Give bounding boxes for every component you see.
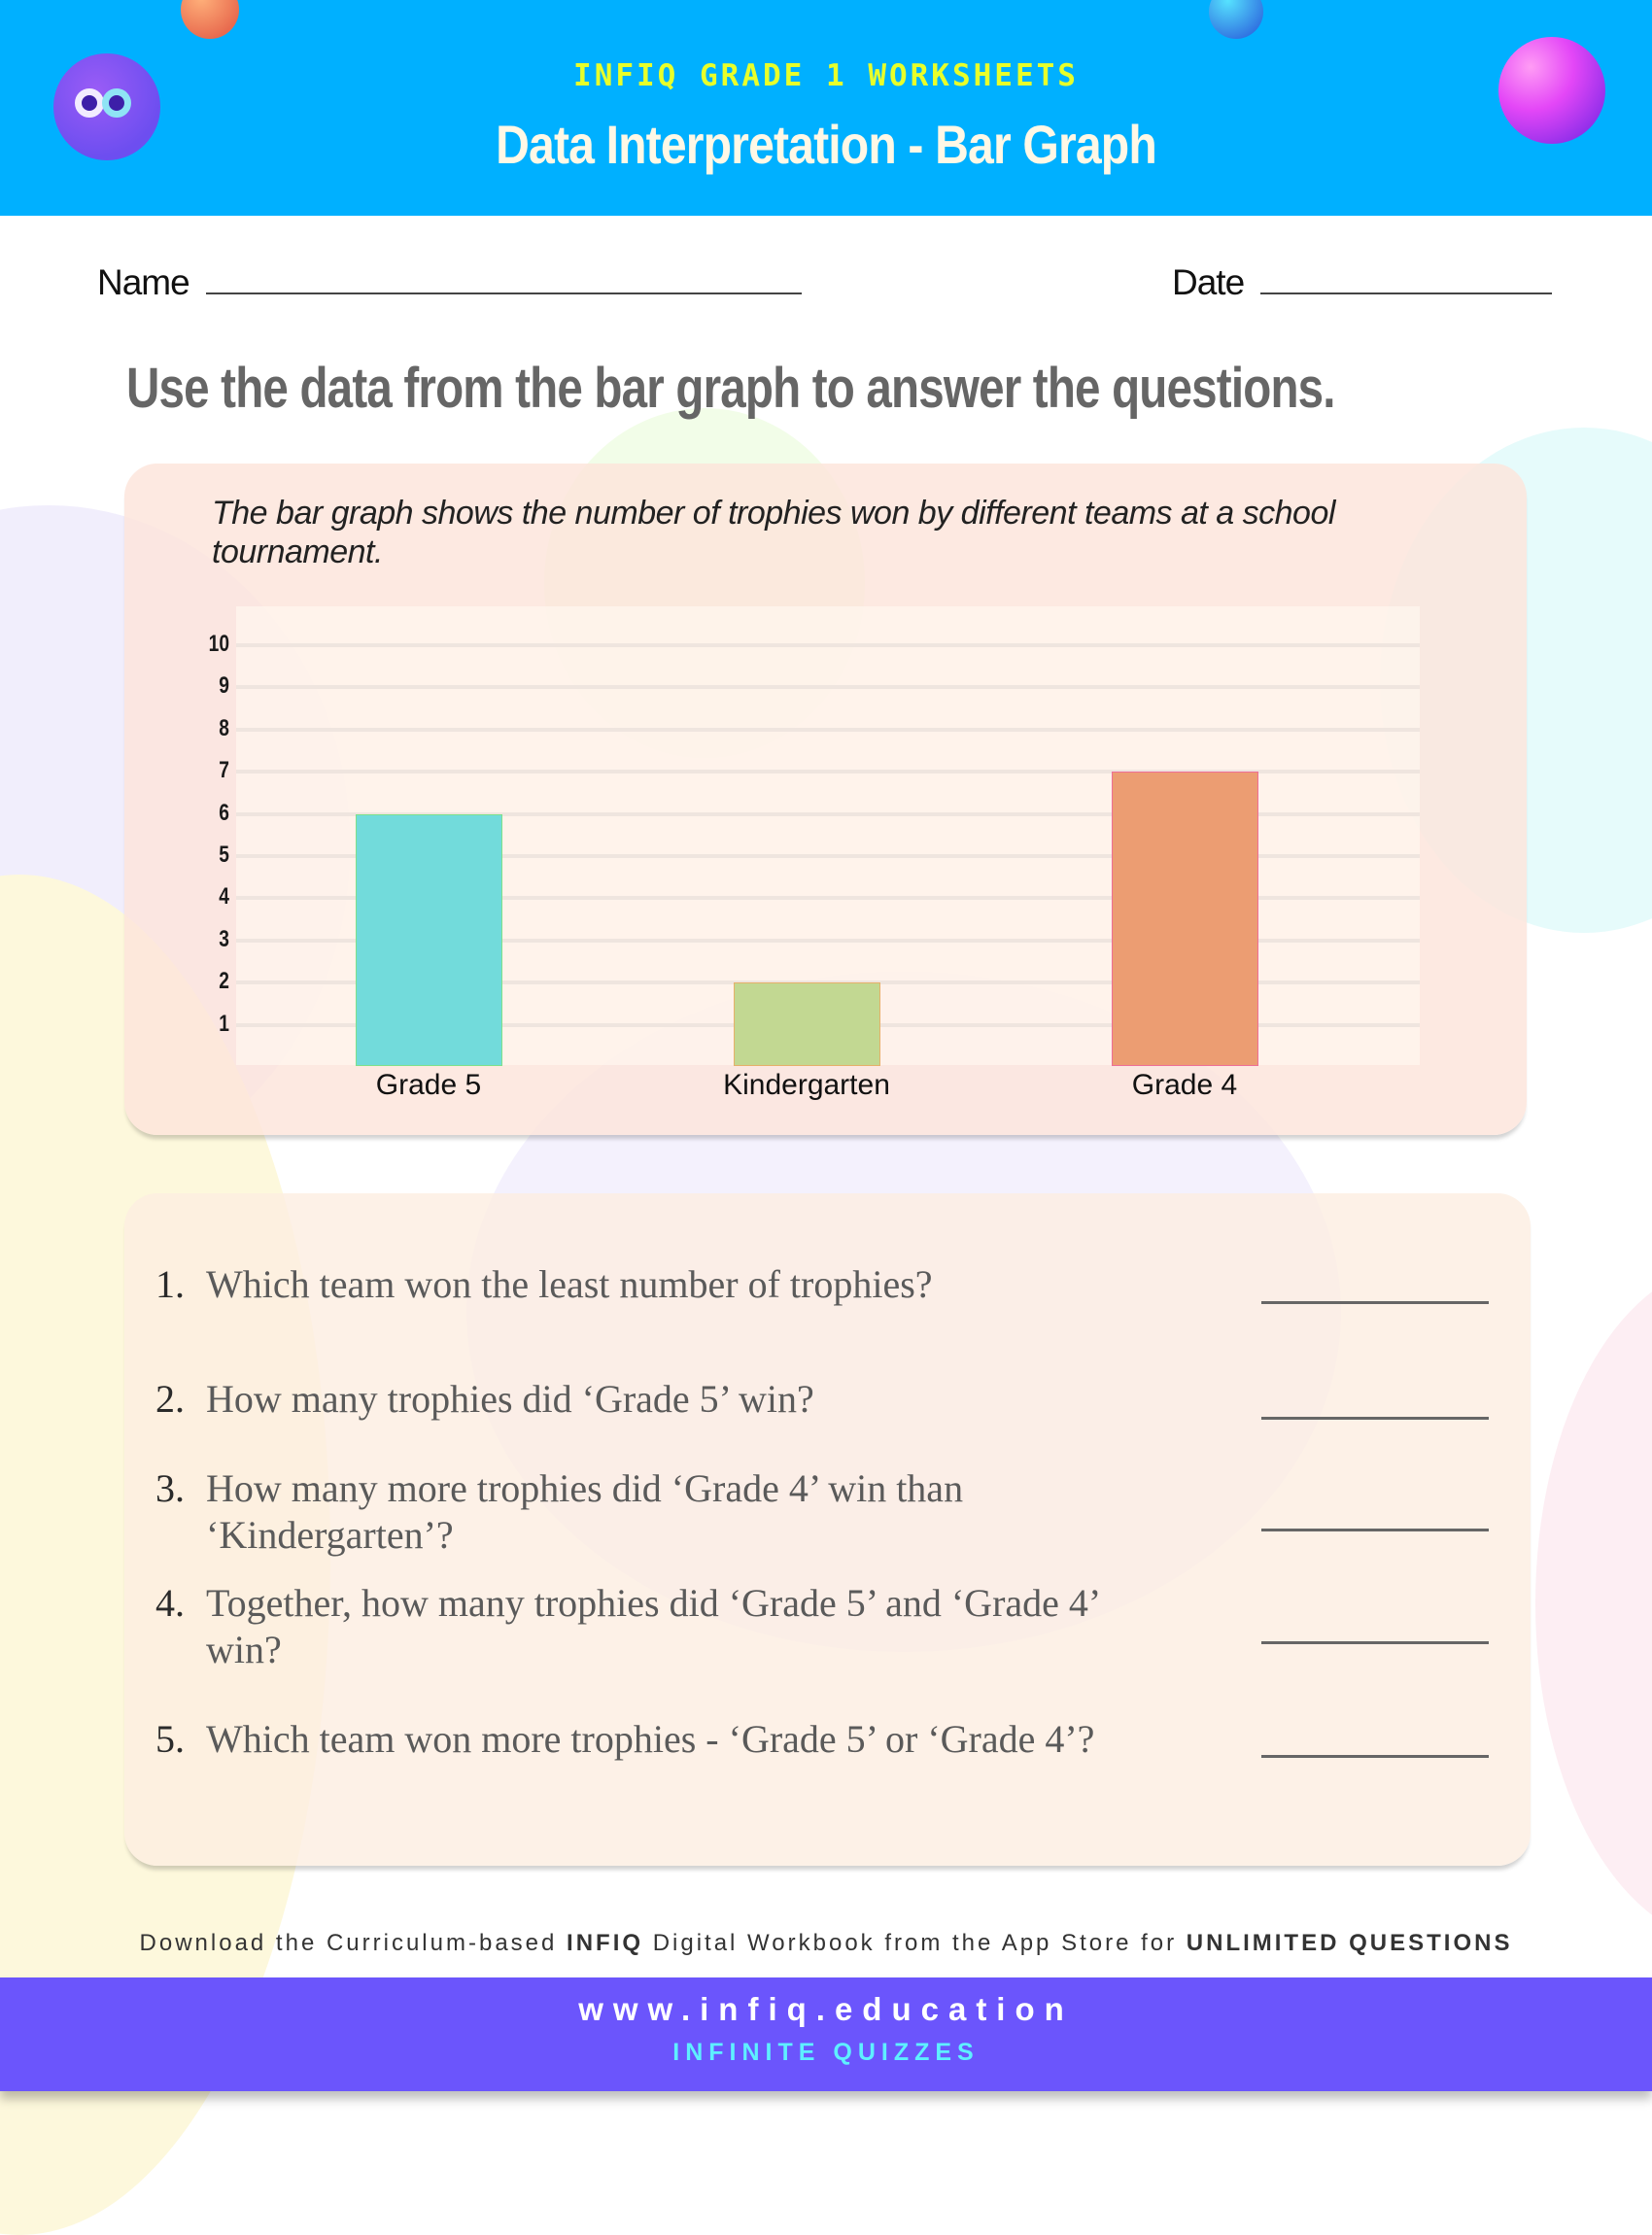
blue-sphere-decoration [1209, 0, 1263, 39]
chart-caption: The bar graph shows the number of trophies won by different teams at a school tournament. [212, 495, 1335, 570]
y-axis-tick-label: 3 [219, 925, 229, 952]
y-axis-tick-label: 1 [219, 1010, 229, 1037]
question-5-text: Which team won more trophies - ‘Grade 5’ or ‘Grade 4’? [206, 1717, 1095, 1761]
question-2-text: How many trophies did ‘Grade 5’ win? [206, 1377, 814, 1421]
answer-4-field[interactable] [1261, 1641, 1489, 1644]
tagline: INFINITE QUIZZES [672, 2039, 980, 2066]
bg-blob-pink [1535, 1263, 1652, 1943]
promo-prefix: Download the Curriculum-based [139, 1930, 568, 1956]
date-label: Date [1172, 262, 1245, 302]
y-axis-tick-label: 4 [219, 883, 229, 911]
question-1-text: Which team won the least number of trophies? [206, 1262, 933, 1306]
question-4-text: Together, how many trophies did ‘Grade 5’ and ‘Grade 4’ win? [206, 1581, 1099, 1671]
y-axis-tick-label: 10 [208, 631, 229, 657]
bar-kindergarten [734, 982, 880, 1066]
question-5-number: 5. [155, 1717, 185, 1761]
x-axis-label: Grade 4 [1131, 1069, 1238, 1101]
gridline [236, 728, 1420, 732]
answer-1-field[interactable] [1261, 1301, 1489, 1304]
question-3-number: 3. [155, 1466, 185, 1510]
worksheet-series-label: INFIQ GRADE 1 WORKSHEETS [573, 58, 1079, 93]
instruction-heading: Use the data from the bar graph to answer the questions. [126, 357, 1335, 420]
date-field[interactable] [1260, 292, 1552, 294]
gridline [236, 685, 1420, 689]
orange-sphere-decoration [181, 0, 239, 39]
name-field[interactable] [206, 292, 802, 294]
question-3-text: How many more trophies did ‘Grade 4’ win than ‘Kindergarten’? [206, 1466, 964, 1557]
promo-emphasis: UNLIMITED QUESTIONS [1186, 1930, 1513, 1956]
y-axis-tick-label: 6 [219, 799, 229, 826]
page-title: Data Interpretation - Bar Graph [496, 114, 1156, 175]
promo-middle: Digital Workbook from the App Store for [643, 1930, 1187, 1956]
x-axis-label: Kindergarten [723, 1069, 890, 1101]
y-axis-tick-label: 2 [219, 968, 229, 995]
footer-banner [0, 1977, 1652, 2091]
answer-5-field[interactable] [1261, 1755, 1489, 1758]
question-2-number: 2. [155, 1377, 185, 1421]
answer-3-field[interactable] [1261, 1529, 1489, 1531]
y-axis-tick-label: 9 [219, 672, 229, 700]
name-label: Name [97, 262, 189, 302]
y-axis-tick-label: 5 [219, 842, 229, 868]
website-link[interactable]: www.infiq.education [578, 1991, 1074, 2027]
question-4-number: 4. [155, 1581, 185, 1625]
bar-grade-5 [356, 814, 502, 1066]
y-axis-tick-label: 8 [219, 714, 229, 741]
promo-brand: INFIQ [567, 1930, 644, 1956]
bar-grade-4 [1112, 772, 1258, 1066]
gridline [236, 643, 1420, 647]
app-store-promo [0, 1930, 1652, 1957]
header-banner [0, 0, 1652, 216]
y-axis-tick-label: 7 [219, 757, 229, 784]
answer-2-field[interactable] [1261, 1417, 1489, 1420]
x-axis-label: Grade 5 [375, 1069, 482, 1101]
question-1-number: 1. [155, 1262, 185, 1306]
